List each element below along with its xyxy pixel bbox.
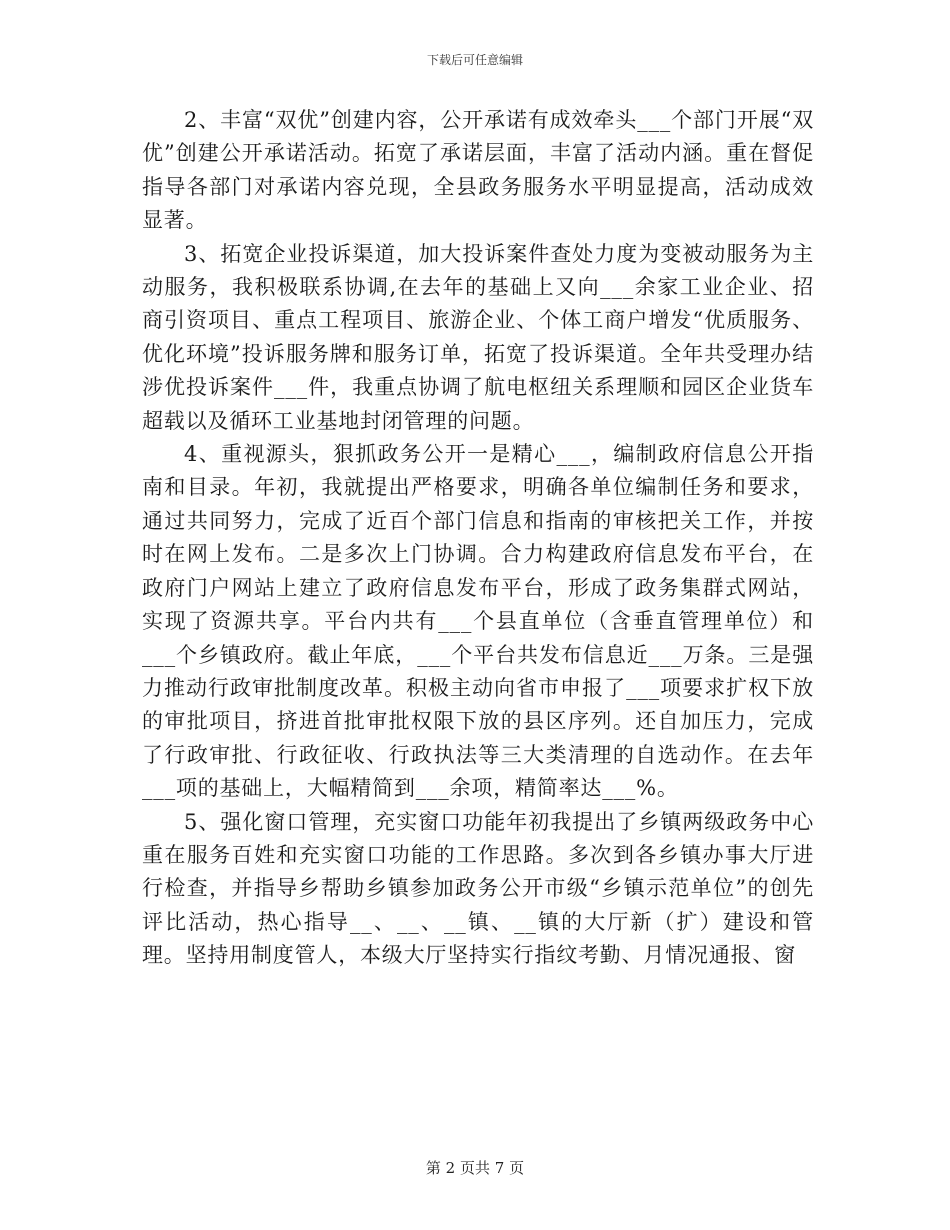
document-body [142, 104, 814, 973]
page-footer: 第 2 页共 7 页 [425, 1159, 525, 1177]
paragraph-item-2: 2、丰富“双优”创建内容，公开承诺有成效牵头___个部门开展“双优”创建公开承诺活动。拓宽了承诺层面，丰富了活动内涵。重在督促指导各部门对承诺内容兑现，全县政务服务水平明显提高，活动成效显著。 [142, 108, 814, 233]
page-header: 下载后可任意编辑 [426, 53, 523, 67]
paragraph-item-5: 5、强化窗口管理，充实窗口功能年初我提出了乡镇两级政务中心重在服务百姓和充实窗口功能的工作思路。多次到各乡镇办事大厅进行检查，并指导乡帮助乡镇参加政务公开市级“乡镇示范单位”的创先评比活动，热心指导__、__、__镇、__镇的大厅新（扩）建设和管理。坚持用制度管人，本级大厅坚持实行指纹考勤、月情况通报、窗 [142, 809, 814, 968]
paragraph-item-3: 3、拓宽企业投诉渠道，加大投诉案件查处力度为变被动服务为主动服务，我积极联系协调,在去年的基础上又向___余家工业企业、招商引资项目、重点工程项目、旅游企业、个体工商户增发“优质服务、优化环境”投诉服务牌和服务订单，拓宽了投诉渠道。全年共受理办结涉优投诉案件___件，我重点协调了航电枢纽关系理顺和园区企业货车超载以及循环工业基地封闭管理的问题。 [142, 241, 814, 433]
paragraph-item-4: 4、重视源头，狠抓政务公开一是精心___，编制政府信息公开指南和目录。年初，我就提出严格要求，明确各单位编制任务和要求，通过共同努力，完成了近百个部门信息和指南的审核把关工作，并按时在网上发布。二是多次上门协调。合力构建政府信息发布平台，在政府门户网站上建立了政府信息发布平台，形成了政务集群式网站，实现了资源共享。平台内共有___个县直单位（含垂直管理单位）和___个乡镇政府。截止年底，___个平台共发布信息近___万条。三是强力推动行政审批制度改革。积极主动向省市申报了___项要求扩权下放的审批项目，挤进首批审批权限下放的县区序列。还自加压力，完成了行政审批、行政征收、行政执法等三大类清理的自选动作。在去年___项的基础上，大幅精简到___余项，精简率达___%。 [142, 442, 814, 801]
